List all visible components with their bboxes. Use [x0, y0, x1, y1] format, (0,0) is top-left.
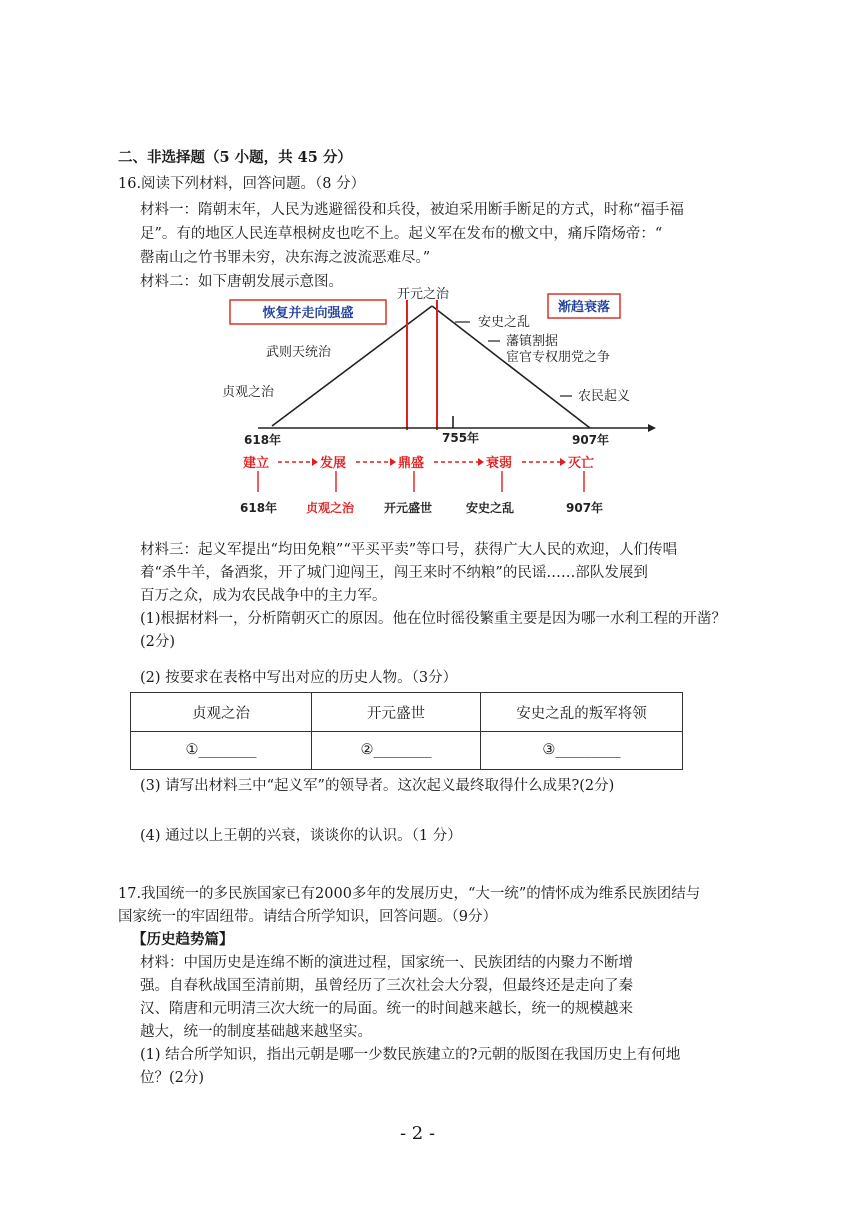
q16-material1-line: 材料一：隋朝末年，人民为逃避徭役和兵役，被迫采用断手断足的方式，时称“福手福: [140, 202, 684, 218]
axis-arrow: [648, 424, 656, 432]
zhenguan-label: 贞观之治: [222, 385, 275, 400]
stage-weakening: 衰弱: [486, 456, 513, 471]
q17-material-line: 汉、隋唐和元明清三次大统一的局面。统一的时间越来越长，统一的规模越来: [140, 1001, 633, 1017]
q17-heading: 【历史趋势篇】: [132, 931, 234, 948]
answer-blank-3[interactable]: ③_________: [542, 742, 621, 758]
event-kaiyuan: 开元盛世: [384, 501, 433, 515]
q16-subquestion-1: (1)根据材料一，分析隋朝灭亡的原因。他在位时徭役繁重主要是因为哪一水利工程的开凿？: [140, 611, 727, 627]
event-anshi: 安史之乱: [466, 501, 515, 515]
q16-material3-line: 百万之众，成为农民战争中的主力军。: [140, 588, 387, 604]
q17-subquestion-1-points: 位？(2分): [140, 1070, 205, 1086]
axis-year-755: 755年: [442, 431, 480, 445]
stage-collapse: 灭亡: [568, 456, 595, 471]
q16-material3-line: 材料三：起义军提出“均田免粮”“平买平卖”等口号，获得广大人民的欢迎，人们传唱: [140, 542, 678, 558]
wuzetian-label: 武则天统治: [266, 345, 332, 360]
axis-year-907: 907年: [572, 433, 610, 447]
q16-subquestion-3: (3) 请写出材料三中“起义军”的领导者。这次起义最终取得什么成果?(2分): [140, 778, 615, 794]
q16-subquestion-4: (4) 通过以上王朝的兴衰，谈谈你的认识。（1 分）: [140, 828, 462, 844]
answer-table: [130, 692, 683, 770]
q17-stem-line: 国家统一的牢固纽带。请结合所学知识，回答问题。（9分）: [118, 909, 497, 925]
stage-peak: 鼎盛: [398, 456, 425, 471]
q17-subquestion-1: (1) 结合所学知识，指出元朝是哪一少数民族建立的?元朝的版图在我国历史上有何地: [140, 1047, 681, 1063]
page-number: - 2 -: [400, 1123, 436, 1144]
stage-connectors: [258, 471, 584, 492]
answer-blank-2[interactable]: ②________: [312, 731, 481, 769]
table-header-cell: 安史之乱的叛军将领: [516, 705, 647, 722]
table-header-cell: 贞观之治: [131, 693, 312, 731]
q16-material1-line: 罄南山之竹书罪未穷，决东海之波流恶难尽。”: [140, 250, 431, 266]
recovery-box-label: 恢复并走向强盛: [262, 306, 354, 321]
stage-arrowheads: [312, 458, 566, 466]
tang-dynasty-diagram: [0, 0, 860, 540]
peak-label: 开元之治: [397, 287, 450, 302]
answer-blank-1[interactable]: ①________: [131, 731, 312, 769]
section-title: 二、非选择题（5 小题，共 45 分）: [118, 149, 352, 166]
stage-development: 发展: [320, 456, 347, 471]
eunuch-label: 宦官专权朋党之争: [506, 350, 611, 365]
q16-subquestion-2: (2) 按要求在表格中写出对应的历史人物。（3分）: [140, 670, 458, 686]
q16-stem: 16.阅读下列材料，回答问题。（8 分）: [118, 176, 366, 192]
anshi-label: 安史之乱: [478, 315, 531, 330]
q17-material-line: 材料：中国历史是连绵不断的演进过程，国家统一、民族团结的内聚力不断增: [140, 955, 633, 971]
q16-material2: 材料二：如下唐朝发展示意图。: [140, 274, 343, 290]
decline-box-label: 渐趋衰落: [557, 300, 611, 315]
table-header-row: [131, 693, 682, 732]
q17-material-line: 强。自春秋战国至清前期，虽曾经历了三次社会大分裂，但最终还是走向了秦: [140, 978, 633, 994]
q16-subquestion-1-points: (2分): [140, 634, 176, 650]
event-zhenguan: 贞观之治: [306, 501, 355, 515]
event-618: 618年: [240, 501, 278, 515]
peasant-label: 农民起义: [578, 389, 631, 404]
q16-material1-line: 足”。有的地区人民连草根树皮也吃不上。起义军在发布的檄文中，痛斥隋炀帝：“: [140, 226, 663, 242]
stage-founding: 建立: [243, 456, 270, 471]
table-header-cell: 开元盛世: [312, 693, 481, 731]
q17-material-line: 越大，统一的制度基础越来越坚实。: [140, 1024, 372, 1040]
event-907: 907年: [566, 501, 604, 515]
q16-material3-line: 着“杀牛羊，备酒浆，开了城门迎闯王，闯王来时不纳粮”的民谣……部队发展到: [140, 565, 648, 581]
fanzhen-label: 藩镇割据: [506, 334, 559, 349]
table-answer-row: [131, 731, 682, 769]
q17-stem-line: 17.我国统一的多民族国家已有2000多年的发展历史，“大一统”的情怀成为维系民族团结与: [118, 886, 701, 902]
axis-year-618: 618年: [244, 433, 282, 447]
